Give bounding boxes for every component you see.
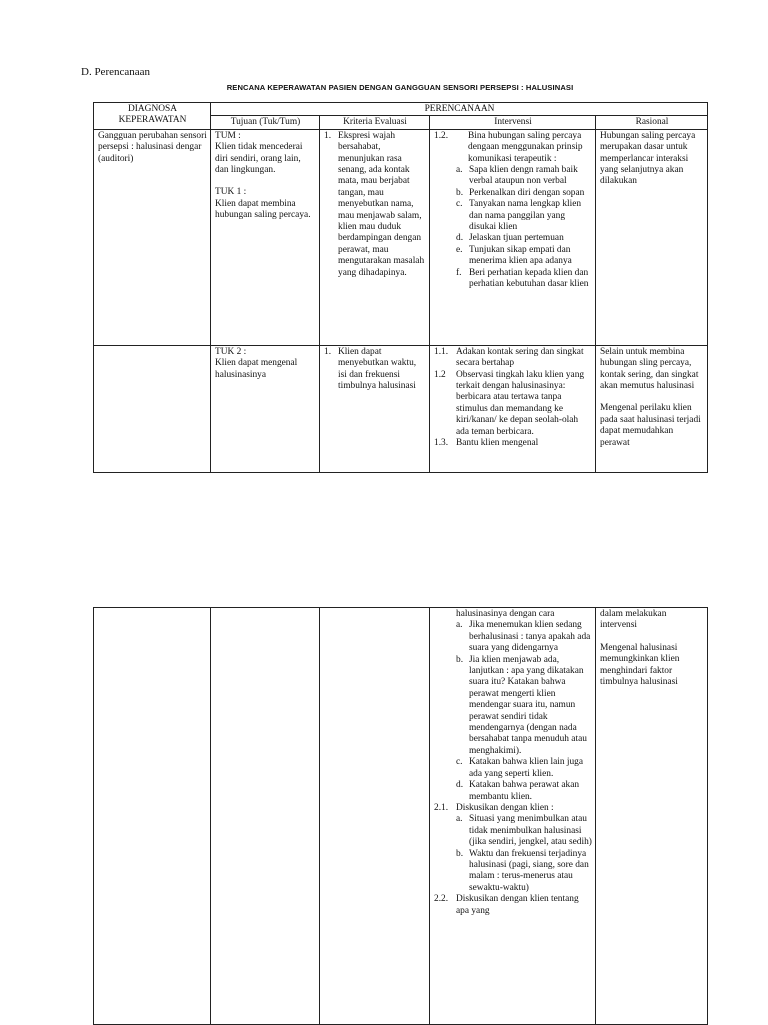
kriteria-cell bbox=[320, 129, 430, 345]
intervensi-item-2-2: 2.2. Diskusikan dengan klien tentang apa yang bbox=[434, 894, 579, 916]
list-item: a. Situasi yang menimbulkan atau tidak menimbulkan halusinasi (jika sendiri, jengkel, atau sedih) bbox=[456, 814, 592, 848]
tujuan-cell-empty bbox=[211, 608, 320, 1025]
tum-label: TUM : bbox=[215, 130, 241, 141]
header-rasional: Rasional bbox=[596, 116, 708, 129]
tuk1-label: TUK 1 : bbox=[215, 187, 247, 198]
intervensi-item-1-2: 1.2 Observasi tingkah laku klien yang terkait dengan halusinasinya: berbicara atau tertawa tanpa stimulus dan memandang ke kiri/kanan/ ke depan seolah-olah ada teman berbicara. bbox=[434, 369, 585, 437]
list-item: f. Beri perhatian kepada klien dan perhatian kebutuhan dasar klien bbox=[456, 267, 589, 290]
header-diagnosa: DIAGNOSA KEPERAWATAN bbox=[94, 103, 211, 130]
intervensi-cell bbox=[430, 345, 596, 472]
rasional-cell: Hubungan saling percaya merupakan dasar untuk memperlancar interaksi yang selanjutnya akan dilakukan bbox=[596, 129, 708, 345]
section-heading: D. Perencanaan bbox=[81, 66, 151, 78]
kriteria-item: 1. Klien dapat menyebutkan waktu, isi dan frekuensi timbulnya halusinasi bbox=[324, 346, 417, 392]
rasional-cell: Selain untuk membina hubungan sling percaya, kontak sering, dan singkat akan memutus halusinasi Mengenal perilaku klien pada saat halusinasi terjadi dapat memudahkan perawat bbox=[596, 345, 708, 472]
list-item: b. Waktu dan frekuensi terjadinya halusinasi (pagi, siang, sore dan malam : terus-menerus atau sewaktu-waktu) bbox=[456, 848, 589, 893]
list-item: c. Tanyakan nama lengkap klien dan nama panggilan yang disukai klien bbox=[456, 199, 582, 233]
intervensi-sublist bbox=[434, 165, 592, 290]
list-item: c. Katakan bahwa klien lain juga ada yang seperti klien. bbox=[456, 757, 584, 779]
intervensi-item-2-1: 2.1. Diskusikan dengan klien : bbox=[434, 802, 554, 813]
list-item: a. Jika menemukan klien sedang berhalusinasi : tanya apakah ada suara yang didengarnya bbox=[456, 620, 591, 654]
list-item: a. Sapa klien dengn ramah baik verbal ataupun non verbal bbox=[456, 165, 578, 187]
header-perencanaan: PERENCANAAN bbox=[211, 103, 708, 116]
intervensi-continuation: halusinasinya dengan cara bbox=[456, 609, 555, 619]
care-plan-table-page2 bbox=[93, 607, 708, 1025]
header-intervensi: Intervensi bbox=[430, 116, 596, 129]
kriteria-item: 1. Ekspresi wajah bersahabat, menunjukan rasa senang, ada kontak mata, mau berjabat tangan, mau menyebutkan nama, mau menjawab salam, klien mau duduk berdampingan dengan perawat, mau mengutarakan masalah yang dihadapinya. bbox=[324, 130, 425, 278]
intervensi-cell bbox=[430, 608, 596, 1025]
header-tujuan: Tujuan (Tuk/Tum) bbox=[211, 116, 320, 129]
intervensi-item-1-3: 1.3. Bantu klien mengenal bbox=[434, 438, 539, 449]
list-item: d. Jelaskan tjuan pertemuan bbox=[456, 233, 564, 244]
intervensi-cell bbox=[430, 129, 596, 345]
diagnosa-cell: Gangguan perubahan sensori persepsi : halusinasi dengar (auditori) bbox=[94, 129, 211, 345]
intervensi-item-1-1: 1.1. Adakan kontak sering dan singkat secara bertahap bbox=[434, 346, 584, 369]
diagnosa-cell-empty bbox=[94, 608, 211, 1025]
diagnosa-cell-empty bbox=[94, 345, 211, 472]
tujuan-cell bbox=[211, 345, 320, 472]
list-item: b. Jia klien menjawab ada, lanjutkan : apa yang dikatakan suara itu? Katakan bahwa perawat mengerti klien mendengar suara itu, namun perawat sendiri tidak mendengarnya (dengan nada bersahabat tanpa menuduh atau menghakimi). bbox=[456, 654, 587, 756]
header-kriteria: Kriteria Evaluasi bbox=[320, 116, 430, 129]
rasional-cell: dalam melakukan intervensi Mengenal halusinasi memungkinkan klien menghindari faktor timbulnya halusinasi bbox=[596, 608, 708, 1025]
list-item: e. Tunjukan sikap empati dan menerima klien apa adanya bbox=[456, 244, 572, 267]
tum-text: Klien tidak mencederai diri sendiri, orang lain, dan lingkungan. bbox=[215, 142, 303, 176]
kriteria-cell bbox=[320, 345, 430, 472]
document-title: RENCANA KEPERAWATAN PASIEN DENGAN GANGGUAN SENSORI PERSEPSI : HALUSINASI bbox=[226, 83, 574, 92]
intervensi-item-1-2: 1.2. Bina hubungan saling percaya dengaan menggunakan prinsip komunikasi terapeutik : bbox=[434, 130, 583, 164]
list-item: d. Katakan bahwa perawat akan membantu klien. bbox=[456, 780, 580, 802]
list-item: b. Perkenalkan diri dengan sopan bbox=[456, 187, 585, 198]
tuk1-text: Klien dapat membina hubungan saling percaya. bbox=[215, 198, 311, 221]
tuk2-label: TUK 2 : bbox=[215, 346, 247, 357]
kriteria-cell-empty bbox=[320, 608, 430, 1025]
tuk2-text: Klien dapat mengenal halusinasinya bbox=[215, 358, 298, 380]
care-plan-table-page1 bbox=[93, 102, 708, 473]
tujuan-cell bbox=[211, 129, 320, 345]
